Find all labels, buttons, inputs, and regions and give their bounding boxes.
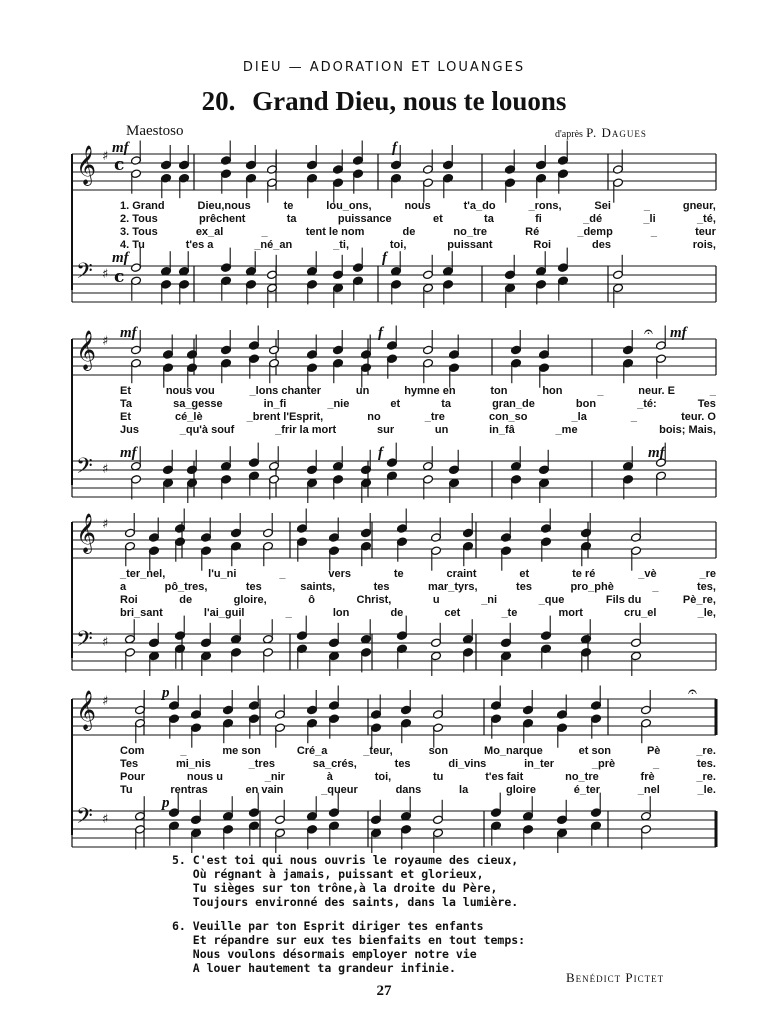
lyric-syllable: Mo_narque bbox=[484, 745, 543, 757]
lyric-syllable: Christ, bbox=[356, 594, 392, 606]
lyric-line-3 bbox=[120, 771, 716, 783]
lyric-syllable: Ta bbox=[120, 398, 133, 410]
lyric-syllable: _lons chanter bbox=[249, 385, 322, 397]
lyric-syllable: _nir bbox=[264, 771, 285, 783]
lyric-syllable: Ré bbox=[525, 226, 540, 238]
lyric-syllable: Com bbox=[120, 745, 145, 757]
lyric-syllable: ta bbox=[286, 213, 297, 225]
lyricist-credit: Benédict Pictet bbox=[566, 970, 665, 985]
lyric-syllable: puissant bbox=[447, 239, 493, 251]
lyric-syllable: _frir la mort bbox=[275, 424, 337, 436]
music-system-2 bbox=[72, 322, 716, 505]
lyric-syllable: _ bbox=[709, 385, 716, 397]
lyric-syllable: l'u_ni bbox=[208, 568, 237, 580]
lyric-syllable: te bbox=[283, 200, 294, 212]
stanza-line: A louer hautement ta grandeur infinie. bbox=[172, 961, 456, 975]
lyric-syllable: Tes bbox=[120, 758, 139, 770]
lyric-syllable: Roi bbox=[533, 239, 552, 251]
lyric-syllable: in_fi bbox=[263, 398, 287, 410]
lyric-syllable: tes, bbox=[696, 581, 716, 593]
dynamic-mf: mf bbox=[648, 445, 665, 461]
lyric-syllable: _té, bbox=[696, 213, 716, 225]
lyric-syllable: son bbox=[428, 745, 449, 757]
lyric-syllable: de bbox=[402, 226, 416, 238]
lyric-syllable: _que bbox=[538, 594, 565, 606]
lyric-syllable: hymne en bbox=[404, 385, 456, 397]
lyric-syllable: nous u bbox=[186, 771, 223, 783]
lyric-syllable: 4. Tu bbox=[120, 239, 145, 251]
lyric-syllable: et bbox=[432, 213, 443, 225]
lyric-syllable: _le. bbox=[697, 784, 716, 796]
lyric-syllable: t'es a bbox=[185, 239, 214, 251]
lyric-syllable: nous bbox=[404, 200, 431, 212]
lyric-syllable: _li bbox=[643, 213, 656, 225]
lyric-syllable: _ bbox=[597, 385, 604, 397]
lyric-syllable: un bbox=[355, 385, 370, 397]
dynamic-p: p bbox=[162, 685, 170, 701]
lyric-syllable: gloire bbox=[505, 784, 536, 796]
lyric-syllable: Roi bbox=[120, 594, 138, 606]
lyric-syllable: Tes bbox=[697, 398, 716, 410]
composer-credit bbox=[555, 125, 647, 141]
lyric-syllable: gloire, bbox=[233, 594, 267, 606]
lyric-syllable: cru_el bbox=[624, 607, 657, 619]
lyric-syllable: é_ter bbox=[573, 784, 600, 796]
lyric-syllable: _ bbox=[650, 226, 658, 238]
sharp-icon: ♯ bbox=[102, 267, 109, 282]
sharp-icon: ♯ bbox=[102, 149, 109, 164]
staff-svg bbox=[72, 140, 716, 310]
lyric-line-2 bbox=[120, 581, 716, 593]
lyric-syllable: _né_an bbox=[254, 239, 293, 251]
sharp-icon: ♯ bbox=[102, 635, 109, 650]
treble-clef-icon: 𝄞 bbox=[76, 690, 97, 730]
dynamic-mf: mf bbox=[120, 445, 137, 461]
sharp-icon: ♯ bbox=[102, 462, 109, 477]
lyric-syllable: prêchent bbox=[199, 213, 246, 225]
lyric-syllable: _te bbox=[501, 607, 518, 619]
lyric-syllable: cé_lè bbox=[175, 411, 203, 423]
common-time-icon: c bbox=[114, 155, 125, 175]
lyric-line-1 bbox=[120, 745, 716, 757]
lyric-syllable: me son bbox=[222, 745, 261, 757]
lyric-syllable: te bbox=[393, 568, 404, 580]
bass-clef-icon: 𝄢 bbox=[76, 259, 93, 289]
lyric-syllable: _me bbox=[555, 424, 578, 436]
dynamic-mf: mf bbox=[670, 325, 687, 341]
dynamic-mf: mf bbox=[112, 140, 129, 156]
lyric-syllable: _ni bbox=[481, 594, 498, 606]
lyric-syllable: tes bbox=[516, 581, 532, 593]
lyric-syllable: et son bbox=[578, 745, 612, 757]
bass-staff bbox=[72, 443, 716, 503]
lyric-syllable: à bbox=[326, 771, 333, 783]
lyric-syllable: Et bbox=[120, 385, 131, 397]
lyric-syllable: toi, bbox=[389, 239, 407, 251]
hymn-title bbox=[0, 86, 768, 117]
lyric-syllable: _re bbox=[699, 568, 716, 580]
lyric-syllable: de bbox=[390, 607, 404, 619]
lyric-syllable: Pè_re, bbox=[682, 594, 716, 606]
lyric-syllable: vers bbox=[328, 568, 351, 580]
lyric-syllable: bois; Mais, bbox=[659, 424, 716, 436]
bass-staff bbox=[72, 248, 716, 308]
lyric-syllable: _qu'à souf bbox=[179, 424, 235, 436]
bass-clef-icon: 𝄢 bbox=[76, 627, 93, 657]
lyric-line-3 bbox=[120, 594, 716, 606]
stanza-line: Nous voulons désormais employer notre vie bbox=[172, 947, 477, 961]
lyric-syllable: tu bbox=[433, 771, 444, 783]
stanza-5 bbox=[172, 853, 525, 909]
lyric-syllable: _nel bbox=[637, 784, 660, 796]
lyric-syllable: tes. bbox=[696, 758, 716, 770]
lyric-syllable: lon bbox=[332, 607, 350, 619]
lyric-syllable: 1. Grand bbox=[120, 200, 165, 212]
lyric-syllable: lou_ons, bbox=[326, 200, 372, 212]
stanza-line: Et répandre sur eux tes bienfaits en tout temps: bbox=[172, 933, 526, 947]
lyric-syllable: et bbox=[519, 568, 530, 580]
lyric-syllable: Jus bbox=[120, 424, 139, 436]
lyric-syllable: tent le nom bbox=[305, 226, 365, 238]
lyric-syllable: Fils du bbox=[605, 594, 642, 606]
stanza-6 bbox=[172, 919, 525, 975]
apres-label: d'après bbox=[555, 129, 583, 140]
lyric-syllable: t'es fait bbox=[485, 771, 524, 783]
lyric-syllable: _ bbox=[279, 568, 286, 580]
lyric-syllable: saints, bbox=[300, 581, 336, 593]
lyric-syllable: Cré_a bbox=[296, 745, 328, 757]
lyric-syllable: _re. bbox=[696, 745, 716, 757]
lyric-syllable: sur bbox=[376, 424, 395, 436]
lyric-syllable: cet bbox=[444, 607, 461, 619]
hymn-number: 20. bbox=[201, 86, 236, 116]
bass-staff bbox=[72, 616, 716, 676]
lyric-syllable: in_ter bbox=[524, 758, 555, 770]
section-title: DIEU — ADORATION ET LOUANGES bbox=[242, 60, 526, 75]
treble-staff bbox=[72, 509, 716, 571]
composer-name: P. Dagues bbox=[586, 125, 647, 140]
lyric-syllable: _le, bbox=[697, 607, 716, 619]
fermata-icon: 𝄐 bbox=[644, 322, 653, 341]
lyric-syllable: con_so bbox=[488, 411, 528, 423]
lyric-syllable: _ bbox=[180, 745, 187, 757]
lyric-syllable: de bbox=[179, 594, 193, 606]
lyric-syllable: dans bbox=[395, 784, 422, 796]
lyric-syllable: _brent l'Esprit, bbox=[246, 411, 324, 423]
dynamic-f: f bbox=[378, 445, 383, 461]
lyric-syllable: no_tre bbox=[565, 771, 599, 783]
lyric-syllable: t'a_do bbox=[463, 200, 496, 212]
lyric-syllable: tes bbox=[394, 758, 411, 770]
music-system-4 bbox=[72, 682, 716, 855]
stanza-line: Toujours environné des saints, dans la lumière. bbox=[172, 895, 519, 909]
lyric-line-2 bbox=[120, 398, 716, 410]
lyric-line-3 bbox=[120, 226, 716, 238]
music-system-1 bbox=[72, 140, 716, 310]
lyric-syllable: Pè bbox=[646, 745, 661, 757]
dynamic-p: p bbox=[162, 795, 170, 811]
lyric-syllable: _dé bbox=[583, 213, 603, 225]
lyric-syllable: des bbox=[591, 239, 611, 251]
stanza-line: Où régnant à jamais, puissant et glorieux, bbox=[172, 867, 484, 881]
lyric-syllable: teur bbox=[695, 226, 716, 238]
lyric-syllable: di_vins bbox=[448, 758, 487, 770]
lyric-syllable: _ bbox=[643, 200, 650, 212]
lyric-syllable: mi_nis bbox=[175, 758, 211, 770]
dynamic-f: f bbox=[392, 140, 397, 156]
stanza-line: Tu sièges sur ton trône,à la droite du Père, bbox=[172, 881, 498, 895]
lyric-syllable: u bbox=[432, 594, 440, 606]
lyric-syllable: et bbox=[390, 398, 401, 410]
lyric-syllable: _queur bbox=[321, 784, 358, 796]
lyric-syllable: _té: bbox=[637, 398, 657, 410]
lyric-syllable: neur. E bbox=[638, 385, 675, 397]
lyric-syllable: l'ai_guil bbox=[203, 607, 245, 619]
lyric-line-4 bbox=[120, 607, 716, 619]
lyric-syllable: _ bbox=[261, 226, 268, 238]
treble-clef-icon: 𝄞 bbox=[76, 330, 97, 370]
lyric-syllable: _prè bbox=[591, 758, 616, 770]
lyric-syllable: _demp bbox=[577, 226, 613, 238]
lyric-syllable: _nie bbox=[327, 398, 350, 410]
fermata-icon: 𝄐 bbox=[688, 682, 697, 701]
lyric-line-2 bbox=[120, 213, 716, 225]
lyric-syllable: mort bbox=[558, 607, 583, 619]
lyric-syllable: puissance bbox=[337, 213, 392, 225]
page-number: 27 bbox=[376, 983, 392, 999]
lyric-syllable: _tre bbox=[424, 411, 445, 423]
lyric-syllable: 3. Tous bbox=[120, 226, 158, 238]
lyric-syllable: pro_phè bbox=[570, 581, 614, 593]
sharp-icon: ♯ bbox=[102, 517, 109, 532]
lyric-syllable: tes bbox=[373, 581, 390, 593]
lyric-syllable: rois, bbox=[692, 239, 716, 251]
lyric-syllable: hon bbox=[542, 385, 563, 397]
lyric-syllable: _ter_nel, bbox=[120, 568, 166, 580]
lyric-syllable: ex_al bbox=[195, 226, 224, 238]
lyric-syllable: sa_crés, bbox=[312, 758, 357, 770]
stanza-line: 5. C'est toi qui nous ouvris le royaume des cieux, bbox=[172, 853, 519, 867]
sharp-icon: ♯ bbox=[102, 334, 109, 349]
lyric-syllable: frè bbox=[640, 771, 655, 783]
lyric-syllable: teur. O bbox=[681, 411, 716, 423]
treble-clef-icon: 𝄞 bbox=[76, 513, 97, 553]
lyric-syllable: bon bbox=[575, 398, 597, 410]
lyric-syllable: 2. Tous bbox=[120, 213, 158, 225]
lyric-syllable: bri_sant bbox=[120, 607, 163, 619]
lyric-syllable: _rons, bbox=[528, 200, 562, 212]
lyric-syllable: en vain bbox=[245, 784, 284, 796]
lyric-syllable: in_fâ bbox=[489, 424, 515, 436]
lyric-syllable: _re. bbox=[696, 771, 716, 783]
lyric-syllable: Et bbox=[120, 411, 131, 423]
lyric-syllable: a bbox=[120, 581, 127, 593]
music-system-3 bbox=[72, 508, 716, 678]
lyric-syllable: _ bbox=[630, 411, 638, 423]
lyric-syllable: tes bbox=[245, 581, 262, 593]
tempo-marking: Maestoso bbox=[126, 123, 184, 139]
staff-svg bbox=[72, 508, 716, 678]
lyric-line-4 bbox=[120, 784, 716, 796]
lyric-syllable: gran_de bbox=[492, 398, 535, 410]
lyric-syllable: _ti, bbox=[333, 239, 350, 251]
lyric-syllable: _ bbox=[653, 758, 660, 770]
lyric-syllable: _ bbox=[285, 607, 292, 619]
bass-clef-icon: 𝄢 bbox=[76, 454, 93, 484]
hymn-name: Grand Dieu, nous te louons bbox=[252, 86, 567, 116]
stanza-line: 6. Veuille par ton Esprit diriger tes enfants bbox=[172, 919, 484, 933]
lyric-syllable: ton bbox=[490, 385, 508, 397]
staff-svg bbox=[72, 682, 716, 855]
lyric-line-4 bbox=[120, 239, 716, 251]
lyric-syllable: _tres bbox=[248, 758, 275, 770]
lyric-syllable: no_tre bbox=[453, 226, 488, 238]
treble-clef-icon: 𝄞 bbox=[76, 145, 97, 185]
lyric-syllable: ô bbox=[308, 594, 315, 606]
lyric-syllable: _teur, bbox=[363, 745, 393, 757]
lyric-syllable: gneur, bbox=[682, 200, 716, 212]
dynamic-mf: mf bbox=[112, 250, 129, 266]
lyric-line-3 bbox=[120, 411, 716, 423]
lyric-syllable: te ré bbox=[572, 568, 596, 580]
lyric-syllable: la bbox=[459, 784, 469, 796]
lyric-line-1 bbox=[120, 385, 716, 397]
lyric-syllable: fi bbox=[535, 213, 542, 225]
lyric-syllable: sa_gesse bbox=[173, 398, 223, 410]
sharp-icon: ♯ bbox=[102, 694, 109, 709]
dynamic-f: f bbox=[382, 250, 387, 266]
lyric-syllable: Pour bbox=[120, 771, 146, 783]
lyric-syllable: craint bbox=[446, 568, 477, 580]
lyric-line-1 bbox=[120, 200, 716, 212]
lyric-syllable: _vè bbox=[638, 568, 657, 580]
lyric-syllable: pô_tres, bbox=[164, 581, 208, 593]
lyric-syllable: _la bbox=[571, 411, 587, 423]
lyric-syllable: nous vou bbox=[165, 385, 215, 397]
extra-stanzas bbox=[172, 853, 525, 985]
lyric-syllable: ta bbox=[484, 213, 494, 225]
lyric-syllable: rentras bbox=[170, 784, 208, 796]
dynamic-f: f bbox=[378, 325, 383, 341]
dynamic-mf: mf bbox=[120, 325, 137, 341]
lyric-syllable: Dieu,nous bbox=[197, 200, 251, 212]
lyric-syllable: toi, bbox=[374, 771, 392, 783]
bass-clef-icon: 𝄢 bbox=[76, 804, 93, 834]
common-time-icon: c bbox=[114, 267, 125, 287]
lyric-syllable: Sei bbox=[594, 200, 611, 212]
lyric-syllable: no bbox=[367, 411, 381, 423]
lyric-syllable: ta bbox=[441, 398, 452, 410]
treble-staff bbox=[72, 326, 716, 388]
lyric-syllable: _ bbox=[652, 581, 659, 593]
lyric-syllable: un bbox=[434, 424, 449, 436]
lyric-syllable: Tu bbox=[120, 784, 133, 796]
lyric-line-4 bbox=[120, 424, 716, 436]
lyric-line-1 bbox=[120, 568, 716, 580]
sharp-icon: ♯ bbox=[102, 812, 109, 827]
lyric-syllable: mar_tyrs, bbox=[428, 581, 478, 593]
lyric-line-2 bbox=[120, 758, 716, 770]
